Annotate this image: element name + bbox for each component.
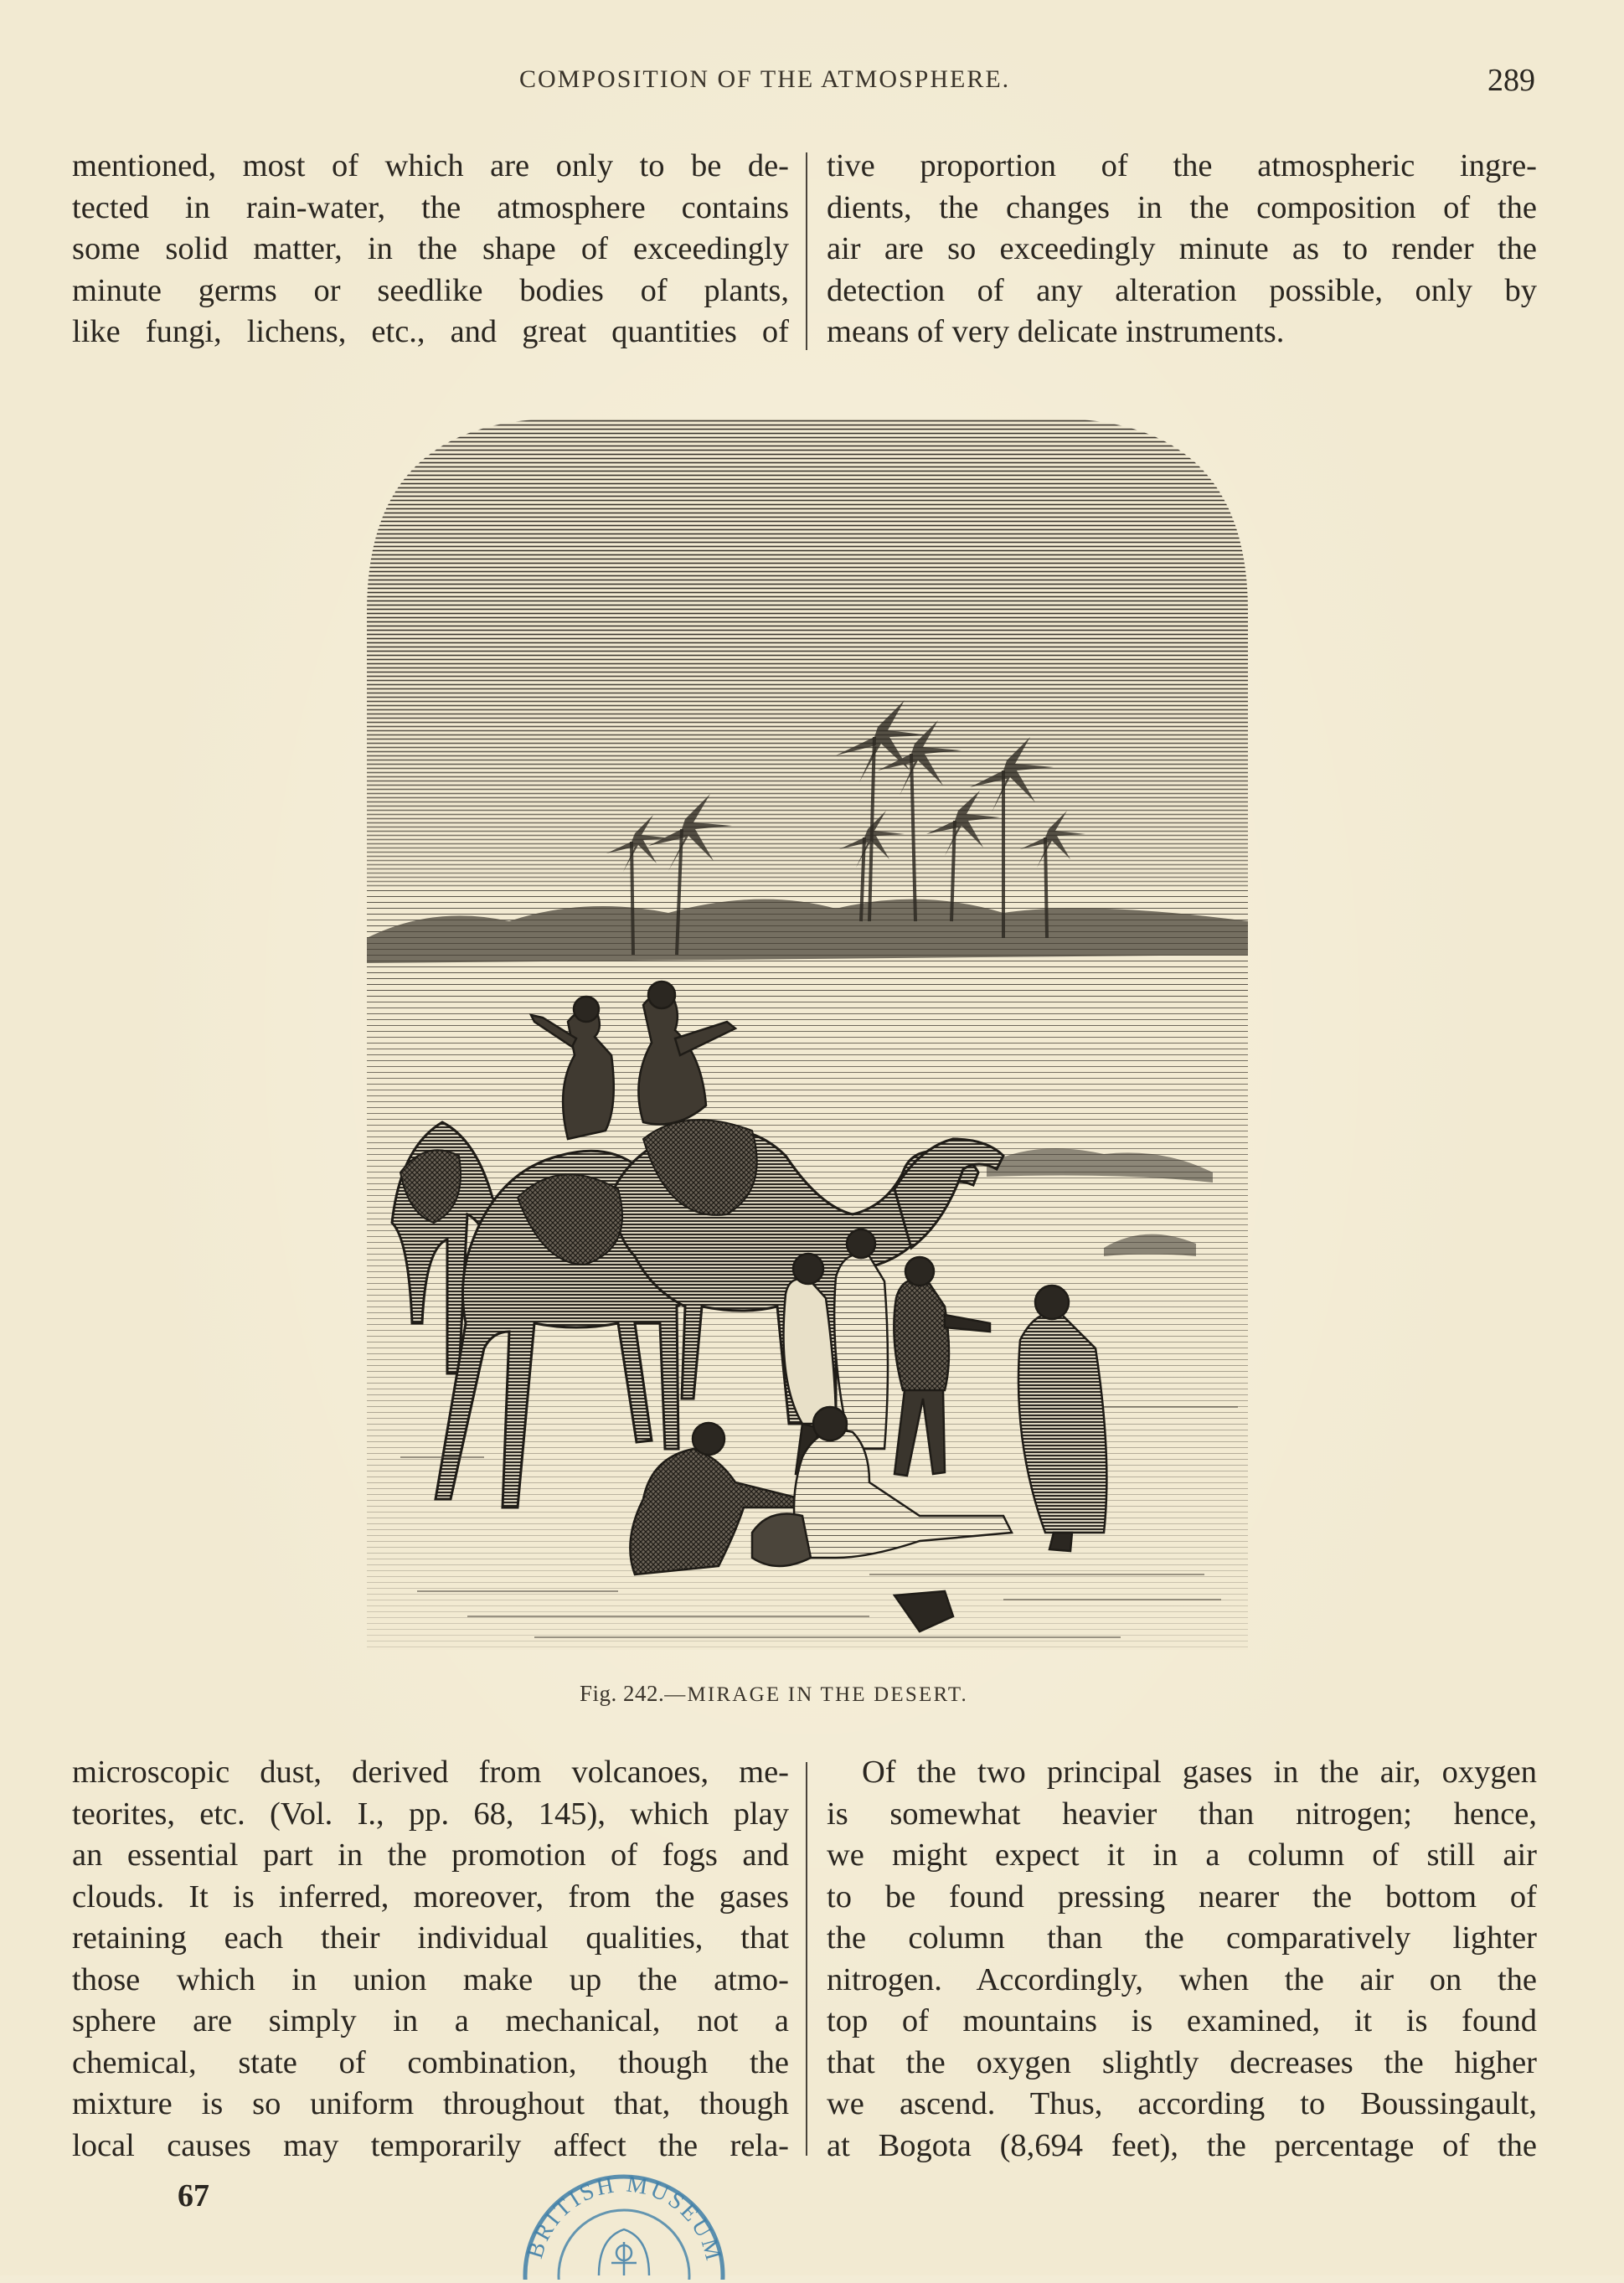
text-line: sphere are simply in a mechanical, not a: [72, 2003, 789, 2038]
signature-mark: 67: [178, 2178, 209, 2213]
text-line: to be found pressing nearer the bottom of: [827, 1878, 1537, 1915]
text-line: mentioned, most of which are only to be de-: [72, 148, 789, 183]
text-line: chemical, state of combination, though the: [72, 2044, 789, 2080]
text-line: at Bogota (8,694 feet), the percentage of the: [827, 2127, 1537, 2163]
top-left-column: [72, 146, 789, 353]
text-line: means of very delicate instruments.: [827, 314, 1285, 349]
figure-number: Fig. 242.: [580, 1681, 665, 1706]
text-line: minute germs or seedlike bodies of plants,: [72, 272, 789, 308]
text-line: top of mountains is examined, it is found: [827, 2003, 1537, 2038]
text-line: retaining each their individual qualities, that: [72, 1920, 789, 1956]
text-line: some solid matter, in the shape of exceedingly: [72, 231, 789, 266]
text-line: microscopic dust, derived from volcanoes, me-: [72, 1755, 789, 1790]
text-line: we might expect it in a column of still air: [827, 1837, 1537, 1873]
text-line: detection of any alteration possible, only by: [827, 272, 1537, 308]
text-line: clouds. It is inferred, moreover, from the gases: [72, 1878, 789, 1915]
text-line: tected in rain-water, the atmosphere contains: [72, 189, 789, 225]
bottom-left-column: [72, 1752, 789, 2167]
figure-title: —MIRAGE IN THE DESERT.: [664, 1683, 968, 1706]
column-divider: [806, 152, 807, 350]
text-line: dients, the changes in the composition of the: [827, 189, 1537, 225]
running-title: COMPOSITION OF THE ATMOSPHERE.: [519, 65, 1011, 93]
text-line: that the oxygen slightly decreases the higher: [827, 2044, 1537, 2080]
text-line: those which in union make up the atmo-: [72, 1961, 789, 1997]
text-line: local causes may temporarily affect the rela-: [72, 2127, 789, 2163]
museum-stamp: [507, 2171, 741, 2280]
page-number: 289: [1487, 63, 1535, 98]
bottom-right-column: [827, 1752, 1537, 2167]
figure-caption: [580, 1681, 968, 1707]
text-line: an essential part in the promotion of fogs and: [72, 1837, 789, 1873]
svg-text:BRITISH MUSEUM: BRITISH MUSEUM: [522, 2171, 728, 2265]
text-line: teorites, etc. (Vol. I., pp. 68, 145), which play: [72, 1796, 789, 1832]
text-line: tive proportion of the atmospheric ingre-: [827, 148, 1537, 183]
text-line: the column than the comparatively lighter: [827, 1920, 1537, 1956]
mirage-engraving: [367, 419, 1248, 1650]
text-line: air are so exceedingly minute as to render the: [827, 231, 1537, 266]
text-line: nitrogen. Accordingly, when the air on the: [827, 1961, 1537, 1997]
text-line: we ascend. Thus, according to Boussingault,: [827, 2086, 1537, 2121]
column-divider: [806, 1762, 807, 2156]
text-line: is somewhat heavier than nitrogen; hence,: [827, 1796, 1537, 1832]
text-line: like fungi, lichens, etc., and great quantities of: [72, 314, 789, 349]
text-line: mixture is so uniform throughout that, though: [72, 2086, 789, 2121]
text-line: Of the two principal gases in the air, oxygen: [862, 1755, 1537, 1790]
top-right-column: [827, 146, 1537, 353]
